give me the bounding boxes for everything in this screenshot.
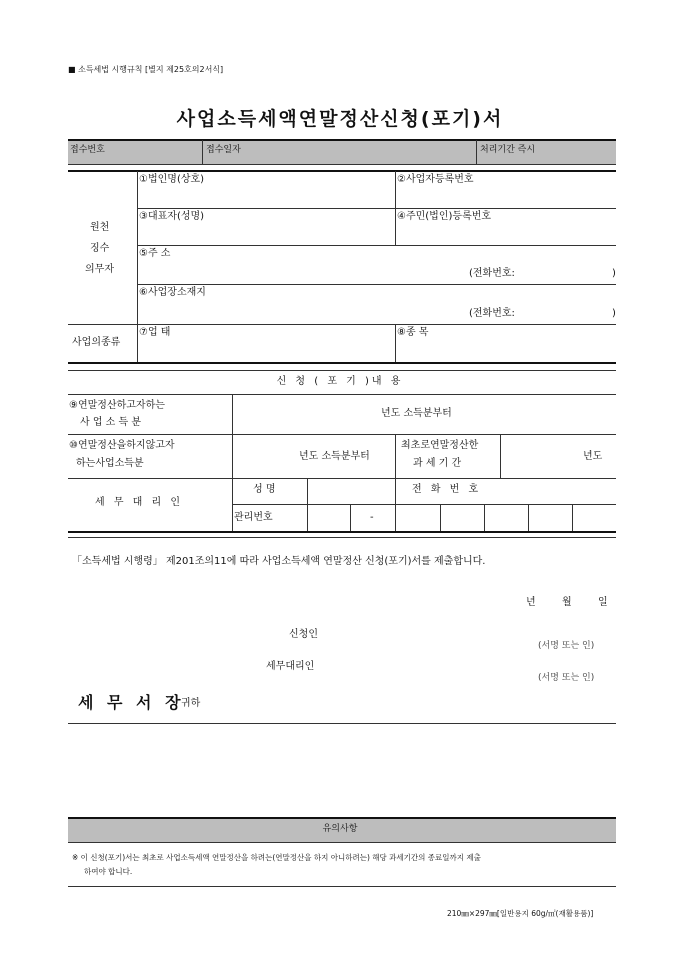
form-reference: ■ 소득세법 시행규칙 [별지 제25호의2서식] bbox=[68, 65, 224, 74]
agent-name-label: 성 명 bbox=[253, 484, 276, 495]
business-type-label: 사업의종류 bbox=[72, 337, 121, 348]
resident-no-field[interactable]: ④주민(법인)등록번호 bbox=[397, 211, 492, 222]
corp-name-field[interactable]: ①법인명(상호) bbox=[139, 174, 205, 185]
paper-spec: 210㎜×297㎜[일반용지 60g/㎡(재활용품)] bbox=[447, 909, 594, 918]
agent-mgmt-dash: - bbox=[370, 512, 374, 523]
representative-field[interactable]: ③대표자(성명) bbox=[139, 211, 205, 222]
apply-label-1: ⑨연말정산하고자하는 bbox=[69, 400, 165, 411]
first-period-label-1: 최초로연말정산한 bbox=[401, 440, 479, 451]
agent-signature[interactable]: (서명 또는 인) bbox=[538, 673, 595, 683]
phone-label-1: (전화번호: bbox=[469, 268, 515, 279]
first-period-label-2: 과 세 기 간 bbox=[413, 458, 462, 469]
industry-field[interactable]: ⑦업 태 bbox=[139, 327, 171, 338]
date-year[interactable]: 년 bbox=[526, 597, 536, 608]
date-day[interactable]: 일 bbox=[598, 597, 608, 608]
agent-phone-label: 전 화 번 호 bbox=[412, 484, 482, 495]
phone-close-2: ) bbox=[612, 308, 616, 319]
item-field[interactable]: ⑧종 목 bbox=[397, 327, 429, 338]
biz-address-field[interactable]: ⑥사업장소재지 bbox=[139, 287, 206, 298]
phone-label-2: (전화번호: bbox=[469, 308, 515, 319]
address-field[interactable]: ⑤주 소 bbox=[139, 248, 171, 259]
page-title: 사업소득세액연말정산신청(포기)서 bbox=[176, 108, 504, 130]
agent-signer-label: 세무대리인 bbox=[266, 661, 315, 672]
application-header: 신 청 ( 포 기 )내 용 bbox=[276, 376, 404, 387]
notes-line-1: ※ 이 신청(포기)서는 최초로 사업소득세액 연말정산을 하려는(연말정산을 하지 아니하려는) 해당 과세기간의 종료일까지 제출 bbox=[72, 853, 481, 862]
recipient-honorific: 귀하 bbox=[181, 698, 201, 709]
phone-close-1: ) bbox=[612, 268, 616, 279]
receipt-number-label: 접수번호 bbox=[70, 145, 105, 155]
statement-text: 「소득세법 시행령」 제201조의11에 따라 사업소득세액 연말정산 신청(포기)서를 제출합니다. bbox=[72, 556, 486, 567]
year-suffix: 년도 bbox=[583, 451, 603, 462]
withholder-label-3: 의무자 bbox=[85, 264, 114, 275]
date-month[interactable]: 월 bbox=[562, 597, 572, 608]
biz-reg-no-field[interactable]: ②사업자등록번호 bbox=[397, 174, 474, 185]
waive-label-2: 하는사업소득분 bbox=[76, 458, 144, 469]
apply-value[interactable]: 년도 소득분부터 bbox=[381, 408, 452, 419]
withholder-label-2: 징수 bbox=[90, 243, 110, 254]
applicant-label: 신청인 bbox=[289, 629, 318, 640]
receipt-date-label: 접수일자 bbox=[206, 145, 241, 155]
waive-label-1: ⑩연말정산을하지않고자 bbox=[69, 440, 175, 451]
processing-period-label: 처리기간 즉시 bbox=[480, 145, 536, 155]
tax-agent-label: 세 무 대 리 인 bbox=[95, 497, 184, 508]
applicant-signature[interactable]: (서명 또는 인) bbox=[538, 641, 595, 651]
withholder-label-1: 원천 bbox=[90, 222, 110, 233]
agent-mgmt-label: 관리번호 bbox=[234, 512, 273, 523]
apply-label-2: 사 업 소 득 분 bbox=[80, 417, 142, 428]
notes-line-2: 하여야 합니다. bbox=[84, 867, 133, 876]
waive-value[interactable]: 년도 소득분부터 bbox=[299, 451, 370, 462]
notes-header: 유의사항 bbox=[322, 824, 358, 834]
recipient-office: 세 무 서 장 bbox=[78, 693, 185, 712]
